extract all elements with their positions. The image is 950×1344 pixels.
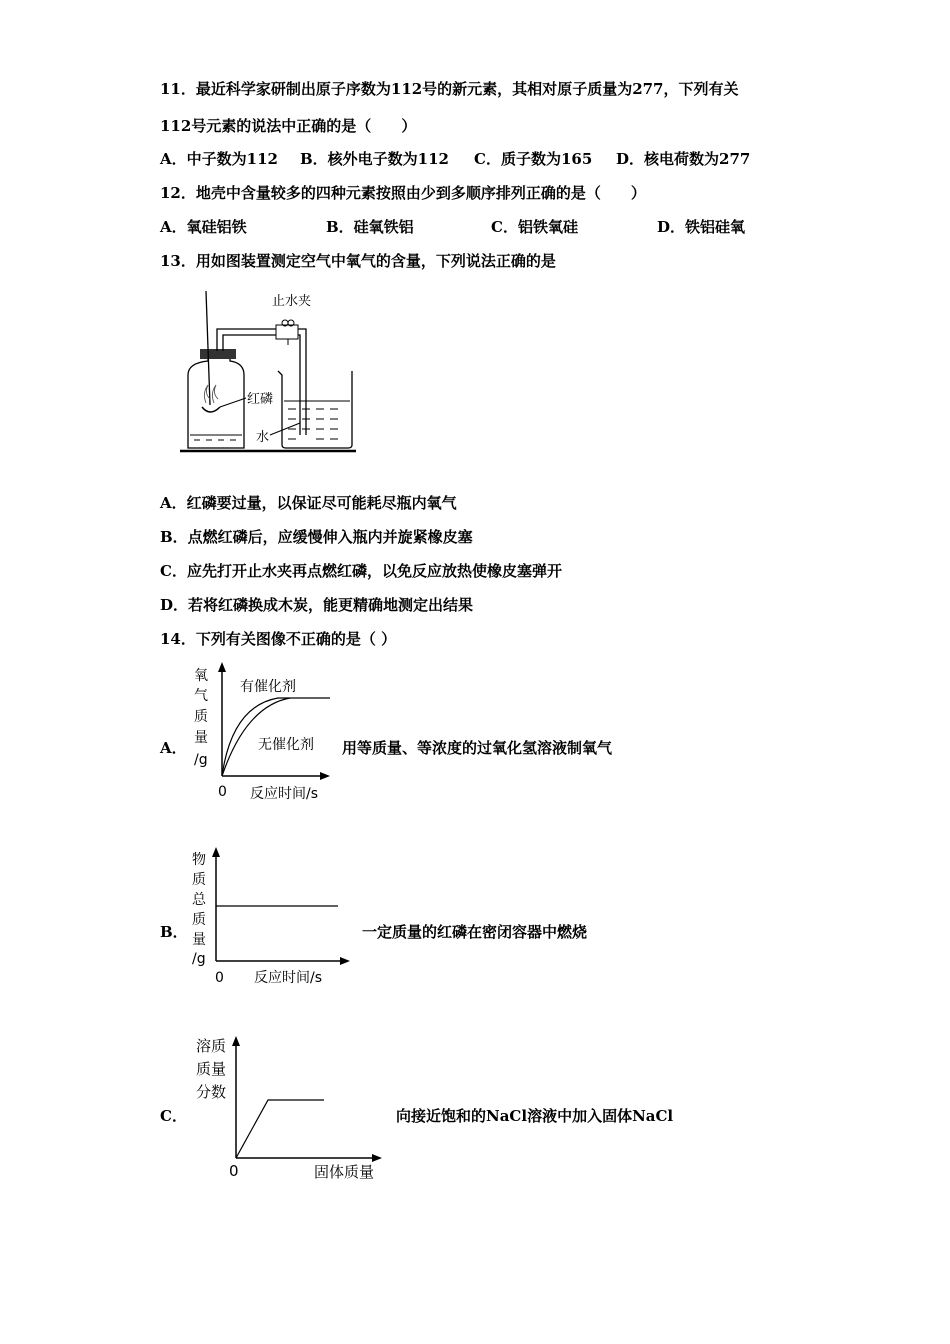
graph-a-xlabel: 反应时间/s <box>250 786 319 802</box>
q14-option-c-letter[interactable]: C． <box>160 1107 187 1125</box>
q12-option-d[interactable]: D．铁铝硅氧 <box>657 218 746 236</box>
q11-option-b[interactable]: B．核外电子数为112 <box>300 150 449 168</box>
graph-b-ylabel-0: 物 <box>192 852 206 868</box>
graph-a-ylabel-3: 量 <box>194 730 208 746</box>
q14-graph-c <box>190 1030 390 1190</box>
q14-stem: 14．下列有关图像不正确的是（ ） <box>160 630 397 648</box>
q12-option-c[interactable]: C．铝铁氧硅 <box>491 218 578 236</box>
graph-a-origin: 0 <box>218 784 227 800</box>
clamp-label: 止水夹 <box>272 294 312 309</box>
q11-stem-line1: 11．最近科学家研制出原子序数为112号的新元素，其相对原子质量为277，下列有关 <box>160 80 739 98</box>
graph-b-ylabel-3: 质 <box>192 912 206 928</box>
q14-option-b-letter[interactable]: B． <box>160 923 188 941</box>
graph-b-origin: 0 <box>215 970 224 986</box>
graph-c-xlabel: 固体质量 <box>314 1163 375 1181</box>
q12-stem: 12．地壳中含量较多的四种元素按照由少到多顺序排列正确的是（ ） <box>160 184 646 202</box>
q12-option-b[interactable]: B．硅氧铁铝 <box>326 218 414 236</box>
water-label: 水 <box>256 430 270 445</box>
graph-a-ylabel-0: 氧 <box>194 668 208 684</box>
q14-graph-b <box>188 845 358 993</box>
q11-option-c[interactable]: C．质子数为165 <box>474 150 593 168</box>
graph-b-xlabel: 反应时间/s <box>254 970 323 986</box>
q11-stem-line2: 112号元素的说法中正确的是（ ） <box>160 117 417 135</box>
q11-option-a[interactable]: A．中子数为112 <box>160 150 278 168</box>
q13-option-a[interactable]: A．红磷要过量，以保证尽可能耗尽瓶内氧气 <box>160 494 457 512</box>
graph-a-ylabel-2: 质 <box>194 709 208 725</box>
graph-b-ylabel-2: 总 <box>192 892 206 908</box>
q13-option-b[interactable]: B．点燃红磷后，应缓慢伸入瓶内并旋紧橡皮塞 <box>160 528 473 546</box>
graph-a-ylabel-4: /g <box>194 752 208 768</box>
q13-stem: 13．用如图装置测定空气中氧气的含量，下列说法正确的是 <box>160 252 556 270</box>
graph-c-ylabel-2: 分数 <box>196 1083 227 1101</box>
q13-option-c[interactable]: C．应先打开止水夹再点燃红磷，以免反应放热使橡皮塞弹开 <box>160 562 562 580</box>
q12-option-a[interactable]: A．氧硅铝铁 <box>160 218 247 236</box>
q14-option-a-letter[interactable]: A． <box>160 739 187 757</box>
graph-a-curve-label-no-catalyst: 无催化剂 <box>258 737 314 753</box>
q13-apparatus-figure <box>170 285 370 457</box>
q13-option-d[interactable]: D．若将红磷换成木炭，能更精确地测定出结果 <box>160 596 474 614</box>
q14-graph-a <box>188 660 338 808</box>
graph-c-ylabel-0: 溶质 <box>196 1037 227 1055</box>
graph-b-ylabel-4: 量 <box>192 932 206 948</box>
graph-a-curve-label-catalyst: 有催化剂 <box>240 679 296 695</box>
graph-c-ylabel-1: 质量 <box>196 1060 227 1078</box>
red-phosphorus-label: 红磷 <box>247 392 274 407</box>
q14-option-a-description: 用等质量、等浓度的过氧化氢溶液制氧气 <box>342 739 613 757</box>
graph-b-ylabel-5: /g <box>192 951 206 967</box>
q11-option-d[interactable]: D．核电荷数为277 <box>616 150 751 168</box>
q14-option-b-description: 一定质量的红磷在密闭容器中燃烧 <box>362 923 588 941</box>
q14-option-c-description: 向接近饱和的NaCl溶液中加入固体NaCl <box>396 1107 674 1125</box>
graph-a-ylabel-1: 气 <box>194 688 208 704</box>
graph-b-ylabel-1: 质 <box>192 872 206 888</box>
graph-c-origin: 0 <box>229 1162 239 1180</box>
